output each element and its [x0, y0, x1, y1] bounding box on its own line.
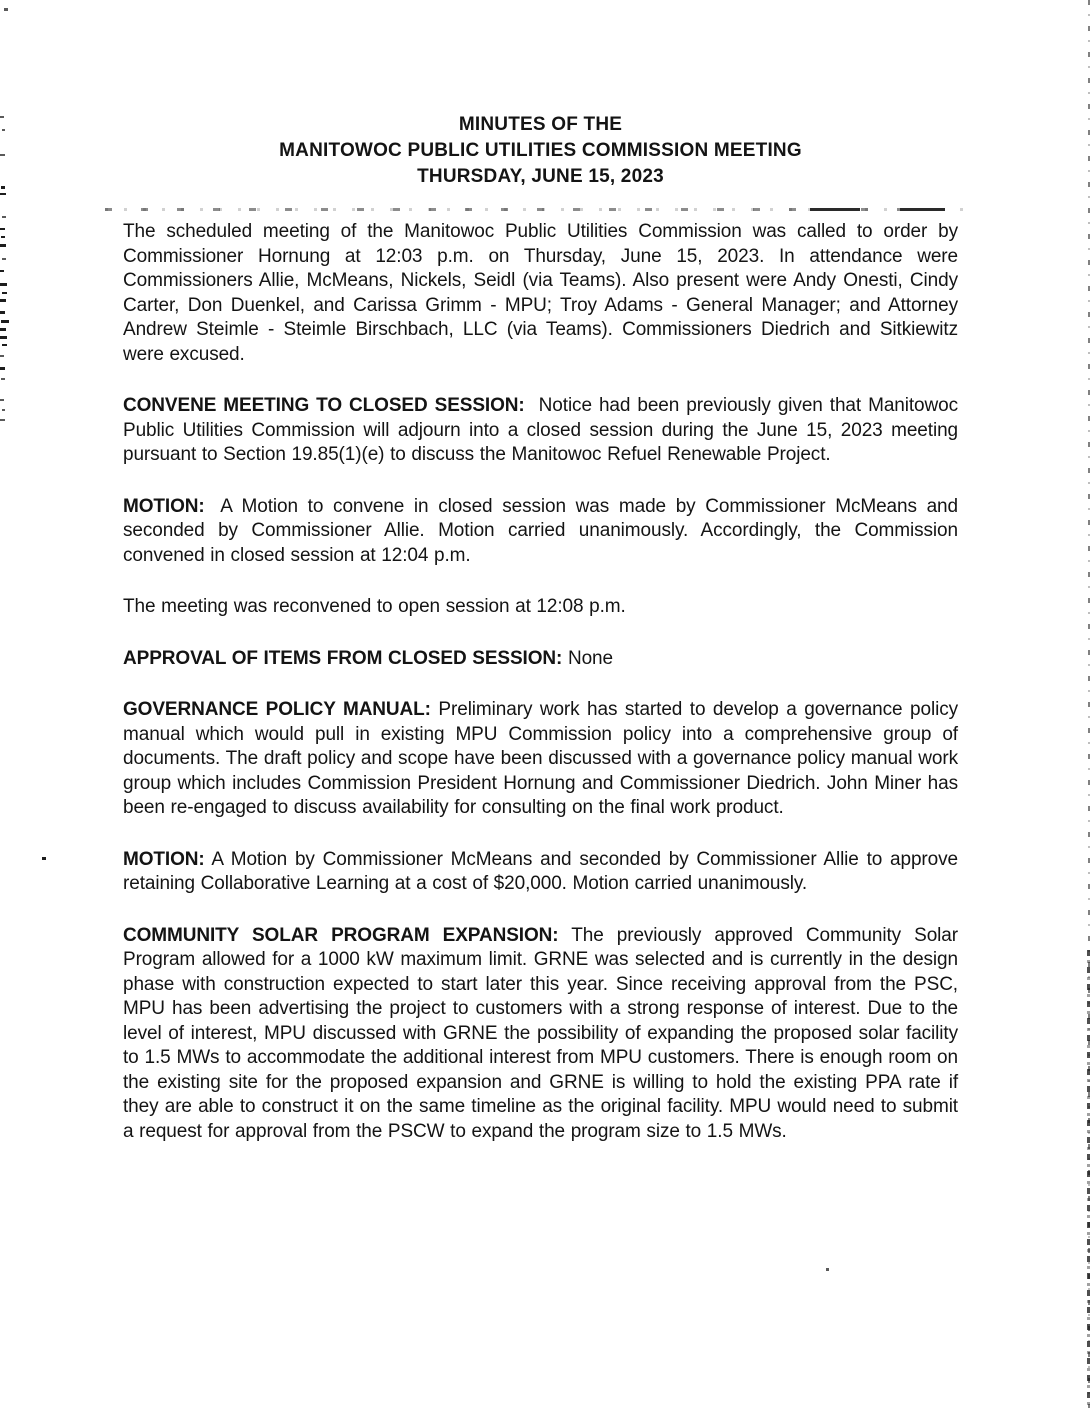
- speckle: [0, 244, 6, 247]
- scan-artifact-right-edge-dense: [1087, 950, 1090, 1408]
- paragraph-text: Notice had been previously given that Manitowoc Public Utilities Commission will adjourn into a closed session during the June 15, 2023 meeting pursuant to Section 19.85(1)(e) to discuss the Manitowoc Refuel Renewable Project.: [123, 395, 959, 465]
- speckle: [0, 355, 4, 357]
- speckle: [826, 1268, 829, 1271]
- speckle: [0, 193, 6, 195]
- title-line-3: THURSDAY, JUNE 15, 2023: [417, 166, 664, 187]
- speckle: [2, 344, 7, 346]
- document-content: [123, 112, 958, 1171]
- speckle: [4, 8, 8, 11]
- paragraph-convene-closed-session: [123, 394, 958, 468]
- speckle: [0, 311, 5, 314]
- document-title: [123, 112, 958, 190]
- paragraph-call-to-order: [123, 220, 958, 367]
- section-heading: MOTION:: [123, 848, 205, 870]
- speckle: [1, 236, 5, 238]
- speckle: [0, 116, 4, 118]
- paragraph-text: The scheduled meeting of the Manitowoc Public Utilities Commission was called to order by Commissioner Hornung at 12:03 p.m. on Thursday, June 15, 2023. In attendance were Commissioners Allie, McMeans, Nickels, Seidl (via Teams). Also present were Andy Onesti, Cindy Carter, Don Duenkel, and Carissa Grimm - MPU; Troy Adams - General Manager; and Attorney Andrew Steimle - Steimle Birschbach, LLC (via Teams). Commissioners Diedrich and Sitkiewitz were excused.: [123, 221, 958, 365]
- speckle: [0, 399, 4, 401]
- paragraph-motion-collaborative-learning: [123, 848, 958, 897]
- speckle: [0, 228, 5, 230]
- title-line-2: MANITOWOC PUBLIC UTILITIES COMMISSION MEETING: [279, 140, 802, 161]
- paragraph-text: Preliminary work has started to develop a governance policy manual which would pull in existing MPU Commission policy into a comprehensive group of documents. The draft policy and scope have been discussed with a governance policy manual work group which includes Commission President Hornung and Commissioner Diedrich. John Miner has been re-engaged to discuss availability for consulting on the final work product.: [123, 699, 958, 818]
- paragraph-text: A Motion to convene in closed session was made by Commissioner McMeans and seconded by Commissioner Allie. Motion carried unanimously. Accordingly, the Commission convened in closed session at 12:04 p.m.: [123, 495, 958, 566]
- paragraph-motion-closed-session: [123, 495, 958, 569]
- section-heading: CONVENE MEETING TO CLOSED SESSION:: [123, 395, 525, 416]
- speckle: [0, 154, 5, 156]
- speckle: [0, 283, 7, 286]
- paragraph-text: A Motion by Commissioner McMeans and seconded by Commissioner Allie to approve retaining Collaborative Learning at a cost of $20,000. Motion carried unanimously.: [123, 848, 958, 894]
- paragraph-reconvened: [123, 595, 958, 620]
- paragraph-community-solar-expansion: [123, 924, 958, 1145]
- title-line-1: MINUTES OF THE: [458, 114, 623, 135]
- speckle: [2, 409, 5, 411]
- speckle: [0, 270, 4, 272]
- section-heading: APPROVAL OF ITEMS FROM CLOSED SESSION:: [123, 647, 563, 669]
- paragraph-governance-policy-manual: [123, 698, 958, 821]
- section-heading: COMMUNITY SOLAR PROGRAM EXPANSION:: [123, 924, 559, 946]
- speckle: [0, 367, 5, 370]
- speckle: [0, 299, 6, 302]
- paragraph-text: The previously approved Community Solar Program allowed for a 1000 kW maximum limit. GRNE was selected and is currently in the design phase with construction expected to start later this year. Since receiving approval from the PSC, MPU has been advertising the project to customers with a strong response of interest. Due to the level of interest, MPU discussed with GRNE the possibility of expanding the proposed solar facility to 1.5 MWs to accommodate the additional interest from MPU customers. There is enough room on the existing site for the proposed expansion and GRNE is willing to hold the existing PPA rate if they are able to construct it on the same timeline as the original facility. MPU would need to submit a request for approval from the PSCW to expand the program size to 1.5 MWs.: [123, 924, 958, 1142]
- paragraph-approval-items: [123, 647, 958, 672]
- speckle: [0, 336, 7, 339]
- paragraph-text: The meeting was reconvened to open session at 12:08 p.m.: [123, 596, 626, 617]
- speckle: [2, 258, 6, 260]
- paragraph-text: None: [567, 647, 613, 669]
- speckle: [0, 328, 6, 331]
- speckle: [1, 378, 5, 380]
- speckle: [2, 292, 7, 294]
- speckle: [0, 419, 5, 421]
- section-heading: GOVERNANCE POLICY MANUAL:: [123, 699, 431, 720]
- speckle: [1, 320, 9, 323]
- speckle: [2, 129, 5, 131]
- speckle: [2, 216, 6, 218]
- speckle: [42, 857, 46, 860]
- speckle: [1, 186, 5, 189]
- section-heading: MOTION:: [123, 495, 205, 517]
